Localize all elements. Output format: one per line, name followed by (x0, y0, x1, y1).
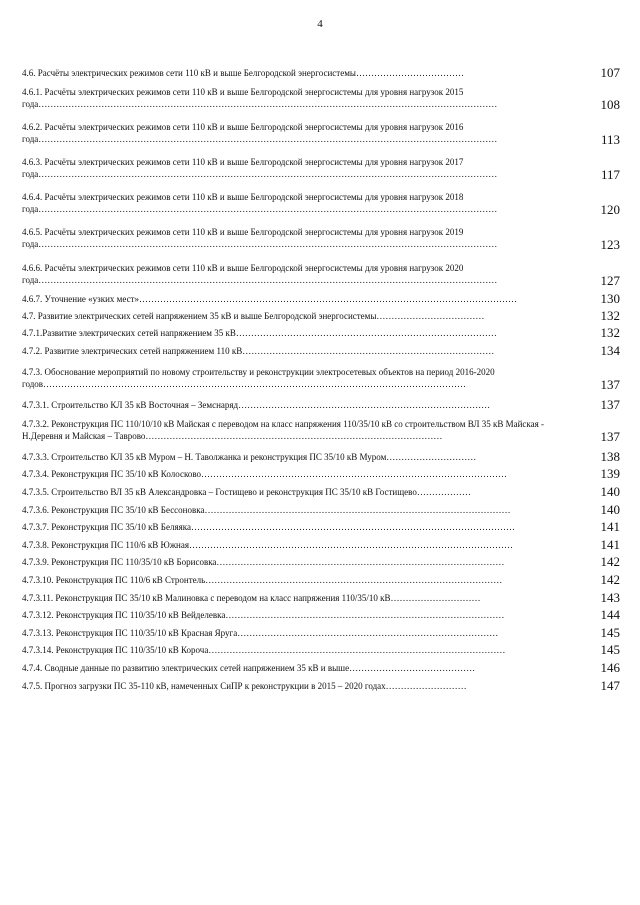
toc-entry-page: 123 (600, 237, 620, 252)
toc-entry-page: 146 (600, 660, 620, 675)
toc-entry-title: 4.7.3.4. Реконструкция ПС 35/10 кВ Колосково………………………………………………………………………………………… (22, 469, 508, 479)
toc-entry-title: 4.7.3.14. Реконструкция ПС 110/35/10 кВ Короча……………………………………………………………………………………… (22, 645, 506, 655)
toc-entry-page: 141 (600, 537, 620, 552)
toc-entry-title: 4.7.5. Прогноз загрузки ПС 35-110 кВ, намеченных СиПР к реконструкции в 2015 – 2020 годах……………………… (22, 681, 467, 691)
toc-entry-title: 4.7. Развитие электрических сетей напряжением 35 кВ и выше Белгородской энергосистемы……………………………… (22, 311, 485, 321)
toc-entry-title: 4.7.3.7. Реконструкция ПС 35/10 кВ Беляяка……………………………………………………………………………………………… (22, 522, 515, 532)
toc-entry-title: 4.7.4. Сводные данные по развитию электрических сетей напряжением 35 кВ и выше…………………………………… (22, 663, 476, 673)
toc-entry-page: 140 (600, 484, 620, 499)
toc-entry-title: 4.7.3.10. Реконструкция ПС 110/6 кВ Стронтель……………………………………………………………………………………… (22, 575, 503, 585)
toc-entry-title: 4.7.3.6. Реконструкция ПС 35/10 кВ Бессоновка………………………………………………………………………………………… (22, 505, 511, 515)
toc-entry-page: 145 (600, 642, 620, 657)
toc-entry-title: 4.7.3.1. Строительство КЛ 35 кВ Восточная – Земснаряд………………………………………………………………………… (22, 400, 491, 410)
toc-entry-page: 141 (600, 519, 620, 534)
page-number: 4 (317, 18, 323, 30)
toc-entry-title: 4.7.3.11. Реконструкция ПС 35/10 кВ Малиновка с переводом на класс напряжения 110/35/10 кВ………………………… (22, 593, 481, 603)
toc-entry-page: 142 (600, 572, 620, 587)
toc-entry-title: 4.6.7. Уточнение «узких мест»……………………………………………………………………………………………………………… (22, 294, 518, 304)
toc-entry-page: 137 (600, 429, 620, 444)
toc-entry-page: 127 (600, 273, 620, 288)
toc-entry-page: 137 (600, 377, 620, 392)
toc-entry-title: 4.7.3.12. Реконструкция ПС 110/35/10 кВ Вейделевка………………………………………………………………………………… (22, 610, 505, 620)
toc-entry-page: 108 (600, 97, 620, 112)
toc-entry-page: 147 (600, 678, 620, 693)
toc-entry-page: 107 (600, 65, 620, 80)
toc-entry-page: 142 (600, 554, 620, 569)
toc-entry-page: 113 (600, 132, 620, 147)
toc-entry-title: 4.7.1.Развитие электрических сетей напряжением 35 кВ…………………………………………………………………………… (22, 328, 497, 338)
toc-entry-page: 137 (600, 397, 620, 412)
toc-entry-page: 117 (600, 167, 620, 182)
toc-entry-page: 138 (600, 449, 620, 464)
toc-entry-title: 4.7.3.8. Реконструкция ПС 110/6 кВ Южная……………………………………………………………………………………………… (22, 540, 514, 550)
toc-entry-page: 143 (600, 590, 620, 605)
toc-entry-title: 4.6.3. Расчёты электрических режимов сети 110 кВ и выше Белгородской энергосистемы для уровня нагрузок 2017 года……………………………………………………………………………………………………………………………………… (22, 157, 498, 179)
toc-entry-title: 4.6.5. Расчёты электрических режимов сети 110 кВ и выше Белгородской энергосистемы для уровня нагрузок 2019 года……………………………………………………………………………………………………………………………………… (22, 227, 498, 249)
toc-entry-page: 144 (600, 607, 620, 622)
toc-entry-title: 4.7.3.5. Строительство ВЛ 35 кВ Александровка – Гостищево и реконструкция ПС 35/10 кВ Гостищево……………… (22, 487, 471, 497)
toc-entry-page: 130 (600, 291, 620, 306)
toc-entry-title: 4.7.2. Развитие электрических сетей напряжением 110 кВ………………………………………………………………………… (22, 346, 495, 356)
toc-entry-page: 120 (600, 202, 620, 217)
toc-entry-title: 4.6.2. Расчёты электрических режимов сети 110 кВ и выше Белгородской энергосистемы для уровня нагрузок 2016 года……………………………………………………………………………………………………………………………………… (22, 122, 498, 144)
toc-entry-title: 4.7.3.3. Строительство КЛ 35 кВ Муром – Н. Таволжанка и реконструкция ПС 35/10 кВ Муром………………………… (22, 452, 477, 462)
toc-entry-page: 145 (600, 625, 620, 640)
toc-entry-title: 4.7.3.13. Реконструкция ПС 110/35/10 кВ Красная Яруга…………………………………………………………………………… (22, 628, 499, 638)
toc-entry-title: 4.6.1. Расчёты электрических режимов сети 110 кВ и выше Белгородской энергосистемы для уровня нагрузок 2015 года……………………………………………………………………………………………………………………………………… (22, 87, 498, 109)
toc-entry-title: 4.6.4. Расчёты электрических режимов сети 110 кВ и выше Белгородской энергосистемы для уровня нагрузок 2018 года……………………………………………………………………………………………………………………………………… (22, 192, 498, 214)
toc-entry-title: 4.7.3. Обоснование мероприятий по новому строительству и реконструкции электросетевых объектов на период 2016-2020 годов…………………………………………………………………………………………………………………………… (22, 367, 495, 389)
toc-entry-title: 4.6.6. Расчёты электрических режимов сети 110 кВ и выше Белгородской энергосистемы для уровня нагрузок 2020 года……………………………………………………………………………………………………………………………………… (22, 263, 498, 285)
toc-entry-title: 4.7.3.9. Реконструкция ПС 110/35/10 кВ Борисовка…………………………………………………………………………………… (22, 557, 505, 567)
toc-entry-page: 134 (600, 343, 620, 358)
toc-entry-page: 132 (600, 308, 620, 323)
toc-entry-page: 132 (600, 325, 620, 340)
toc-entry-title: 4.7.3.2. Реконструкция ПС 110/10/10 кВ Майская с переводом на класс напряжения 110/35/10 кВ со строительством ВЛ 35 кВ Майская - Н.Деревня и Майская – Таврово……………………………………………………………………………………… (22, 419, 545, 441)
toc-entry-page: 139 (600, 466, 620, 481)
toc-entry-page: 140 (600, 502, 620, 517)
toc-entry-title: 4.6. Расчёты электрических режимов сети 110 кВ и выше Белгородской энергосистемы……………………………… (22, 68, 464, 78)
